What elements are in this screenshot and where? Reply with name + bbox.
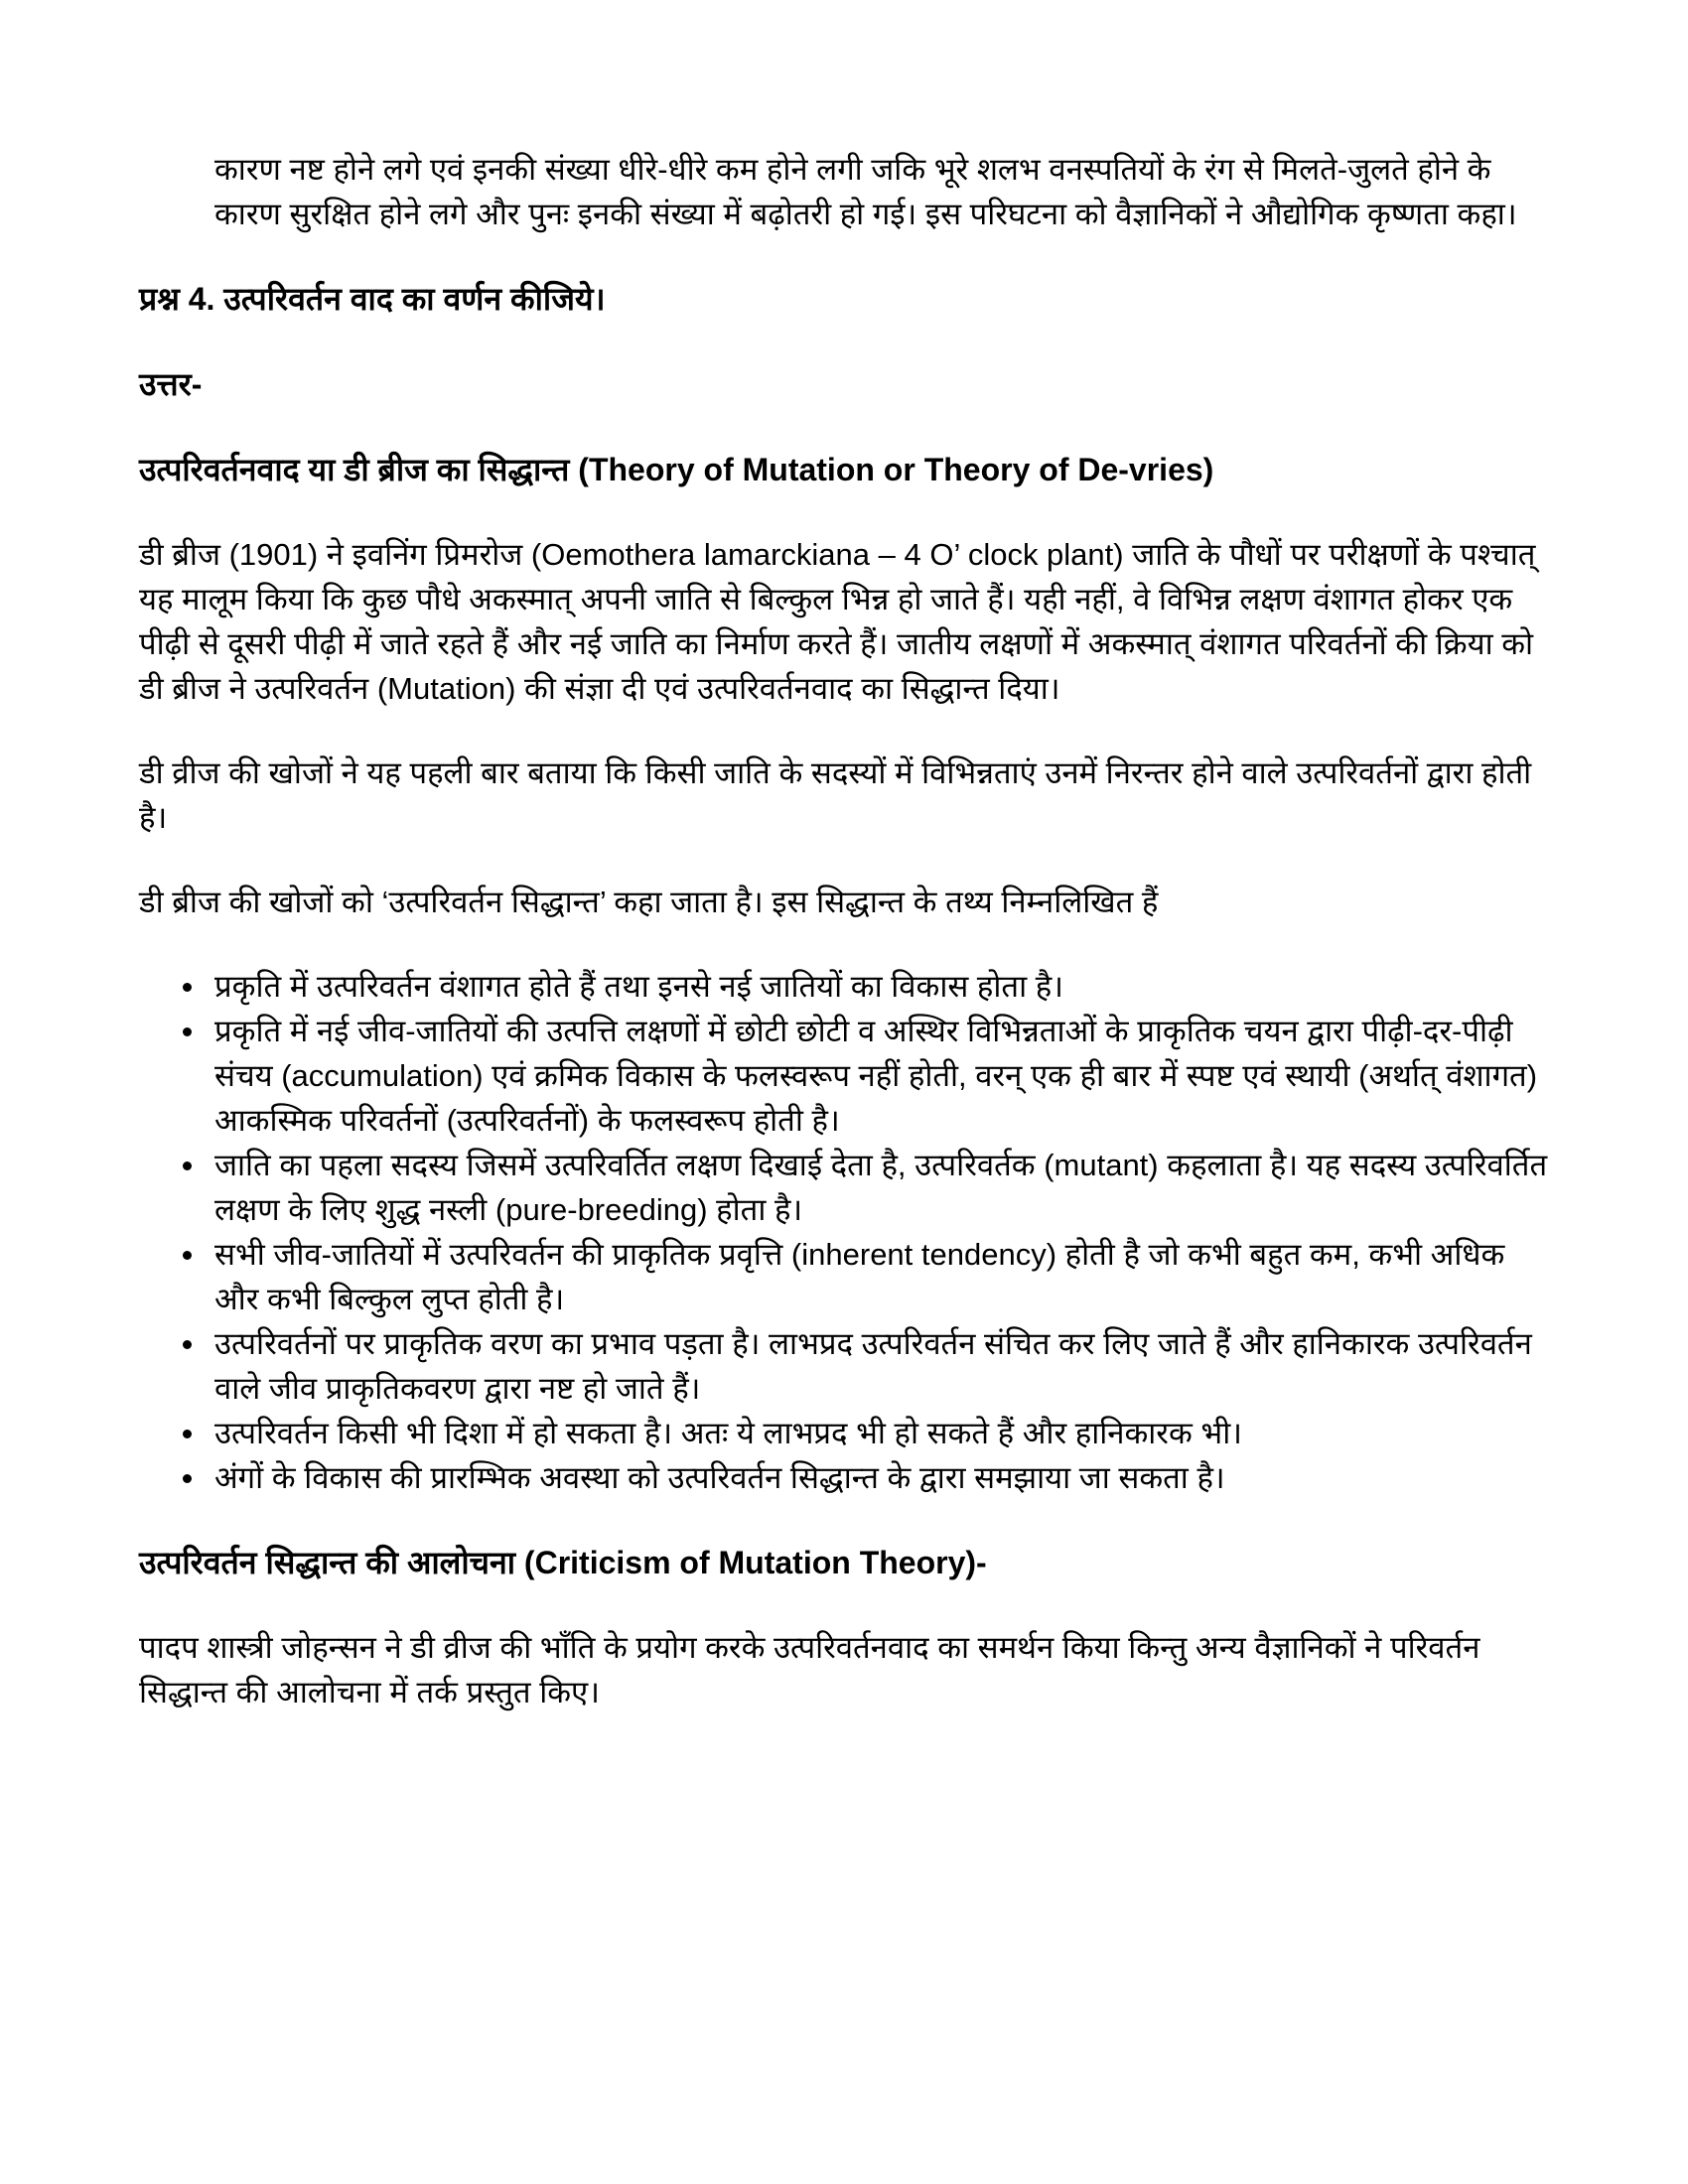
list-item: प्रकृति में नई जीव-जातियों की उत्पत्ति लक्षणों में छोटी छोटी व अस्थिर विभिन्नताओं के प्राकृतिक चयन द्वारा पीढ़ी-दर-पीढ़ी संचय (accumulation) एवं क्रमिक विकास के फलस्वरूप नहीं होती, वरन् एक ही बार में स्पष्ट एवं स्थायी (अर्थात् वंशागत) आकस्मिक परिवर्तनों (उत्परिवर्तनों) के फलस्वरूप होती है।: [139, 1009, 1553, 1143]
list-item: जाति का पहला सदस्य जिसमें उत्परिवर्तित लक्षण दिखाई देता है, उत्परिवर्तक (mutant) कहलाता है। यह सदस्य उत्परिवर्तित लक्षण के लिए शुद्ध नस्ली (pure-breeding) होता है।: [139, 1143, 1553, 1232]
devries-experiment-paragraph: डी ब्रीज (1901) ने इवनिंग प्रिमरोज (Oemothera lamarckiana – 4 O’ clock plant) जाति के पौधों पर परीक्षणों के पश्चात् यह मालूम किया कि कुछ पौधे अकस्मात् अपनी जाति से बिल्कुल भिन्न हो जाते हैं। यही नहीं, वे विभिन्न लक्षण वंशागत होकर एक पीढ़ी से दूसरी पीढ़ी में जाते रहते हैं और नई जाति का निर्माण करते हैं। जातीय लक्षणों में अकस्मात् वंशागत परिवर्तनों की क्रिया को डी ब्रीज ने उत्परिवर्तन (Mutation) की संज्ञा दी एवं उत्परिवर्तनवाद का सिद्धान्त दिया।: [139, 537, 1536, 706]
criticism-heading: [139, 1540, 1553, 1585]
answer-label: उत्तर-: [139, 366, 203, 402]
list-item: उत्परिवर्तन किसी भी दिशा में हो सकता है। अतः ये लाभप्रद भी हो सकते हैं और हानिकारक भी।: [139, 1411, 1553, 1455]
intro-paragraph: कारण नष्ट होने लगे एवं इनकी संख्या धीरे-धीरे कम होने लगी जकि भूरे शलभ वनस्पतियों के रंग से मिलते-जुलते होने के कारण सुरक्षित होने लगे और पुनः इनकी संख्या में बढ़ोतरी हो गई। इस परिघटना को वैज्ञानिकों ने औद्योगिक कृष्णता कहा।: [214, 152, 1517, 231]
discovery-paragraph: डी व्रीज की खोजों ने यह पहली बार बताया कि किसी जाति के सदस्यों में विभिन्नताएं उनमें निरन्तर होने वाले उत्परिवर्तनों द्वारा होती है।: [139, 755, 1532, 835]
criticism-paragraph: पादप शास्त्री जोहन्सन ने डी व्रीज की भाँति के प्रयोग करके उत्परिवर्तनवाद का समर्थन किया किन्तु अन्य वैज्ञानिकों ने परिवर्तन सिद्धान्त की आलोचना में तर्क प्रस्तुत किए।: [139, 1630, 1480, 1709]
mutation-theory-facts-list: [139, 964, 1553, 1500]
facts-intro-paragraph: डी ब्रीज की खोजों को ‘उत्परिवर्तन सिद्धान्त’ कहा जाता है। इस सिद्धान्त के तथ्य निम्नलिखित हैं: [139, 885, 1159, 919]
list-item: सभी जीव-जातियों में उत्परिवर्तन की प्राकृतिक प्रवृत्ति (inherent tendency) होती है जो कभी बहुत कम, कभी अधिक और कभी बिल्कुल लुप्त होती है।: [139, 1232, 1553, 1321]
list-item: अंगों के विकास की प्रारम्भिक अवस्था को उत्परिवर्तन सिद्धान्त के द्वारा समझाया जा सकता है।: [139, 1455, 1553, 1500]
question-heading: प्रश्न 4. उत्परिवर्तन वाद का वर्णन कीजिये।: [139, 281, 606, 317]
list-item: उत्परिवर्तनों पर प्राकृतिक वरण का प्रभाव पड़ता है। लाभप्रद उत्परिवर्तन संचित कर लिए जाते हैं और हानिकारक उत्परिवर्तन वाले जीव प्राकृतिकवरण द्वारा नष्ट हो जाते हैं।: [139, 1321, 1553, 1411]
criticism-heading-hindi: उत्परिवर्तन सिद्धान्त की आलोचना: [139, 1545, 524, 1580]
list-item: प्रकृति में उत्परिवर्तन वंशागत होते हैं तथा इनसे नई जातियों का विकास होता है।: [139, 964, 1553, 1009]
criticism-heading-english: (Criticism of Mutation Theory)-: [523, 1545, 987, 1580]
theory-heading-hindi: उत्परिवर्तनवाद या डी ब्रीज का सिद्धान्त: [139, 452, 579, 487]
theory-heading: [139, 447, 1553, 492]
theory-heading-english: (Theory of Mutation or Theory of De-vries): [578, 452, 1214, 487]
